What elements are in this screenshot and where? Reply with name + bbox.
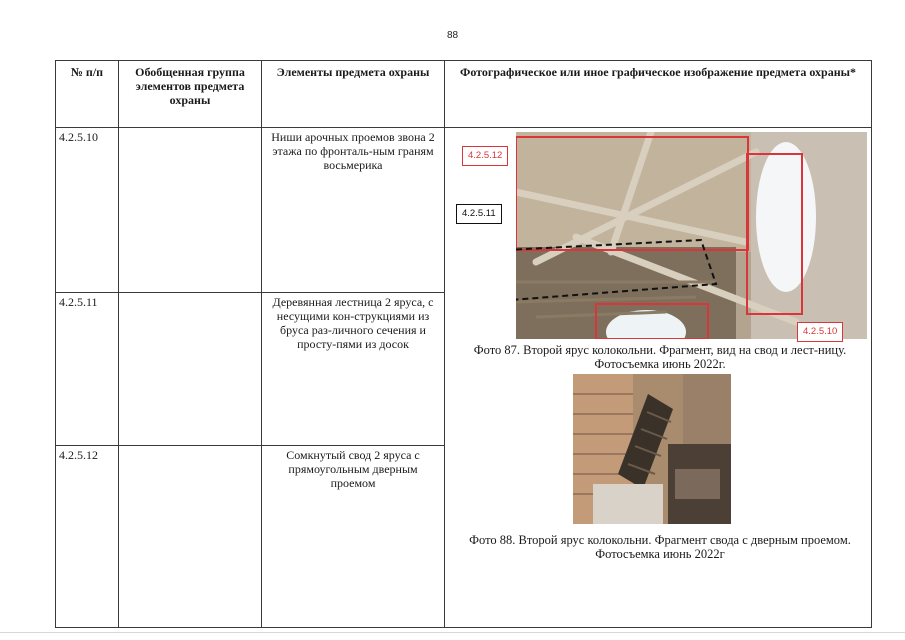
header-group: Обобщенная группа элементов предмета охраны (119, 61, 262, 128)
row-num: 4.2.5.10 (56, 128, 119, 293)
header-num: № п/п (56, 61, 119, 128)
protection-table (55, 60, 872, 628)
row-group (119, 292, 262, 445)
photo-cell (445, 128, 872, 628)
header-elements: Элементы предмета охраны (262, 61, 445, 128)
page-number: 88 (446, 30, 459, 41)
label-4-2-5-12: 4.2.5.12 (462, 146, 508, 166)
row-element: Деревянная лестница 2 яруса, с несущими кон-струкциями из бруса раз-личного сечения и просту-пями из досок (262, 292, 445, 445)
row-num: 4.2.5.12 (56, 445, 119, 627)
photo-87-caption: Фото 87. Второй ярус колокольни. Фрагмент, вид на свод и лест-ницу. Фотосъемка июнь 2022г. (473, 343, 847, 371)
row-element: Ниши арочных проемов звона 2 этажа по фронталь-ным граням восьмерика (262, 128, 445, 293)
label-4-2-5-10: 4.2.5.10 (797, 322, 843, 342)
photo-88-caption: Фото 88. Второй ярус колокольни. Фрагмент свода с дверным проемом. Фотосъемка июнь 2022г (469, 533, 851, 561)
row-group (119, 445, 262, 627)
row-group (119, 128, 262, 293)
row-num: 4.2.5.11 (56, 292, 119, 445)
table-row (56, 128, 872, 293)
header-row (56, 61, 872, 128)
photo-88-image (573, 374, 731, 524)
header-photo: Фотографическое или иное графическое изображение предмета охраны* (445, 61, 872, 128)
row-element: Сомкнутый свод 2 яруса с прямоугольным дверным проемом (262, 445, 445, 627)
scan-edge (0, 632, 905, 633)
label-4-2-5-11: 4.2.5.11 (456, 204, 502, 224)
photo-87-image (516, 132, 867, 339)
